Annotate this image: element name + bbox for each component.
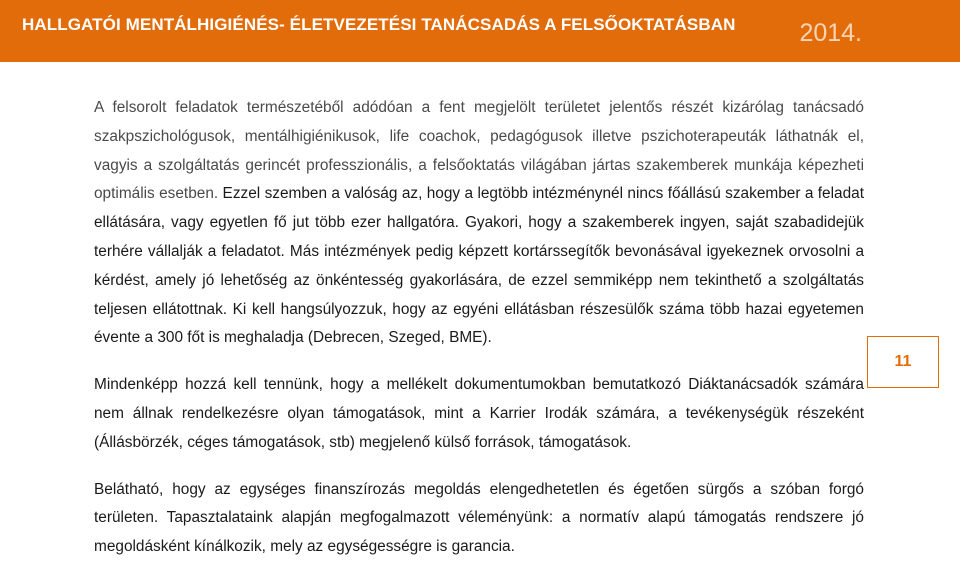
page-header	[0, 0, 960, 62]
page-number-box	[867, 336, 939, 388]
paragraph-2: Mindenképp hozzá kell tennünk, hogy a mellékelt dokumentumokban bemutatkozó Diáktanácsadók számára nem állnak rendelkezésre olyan támogatások, mint a Karrier Irodák számára, a tevékenységük részeként (Állásbörzék, céges támogatások, stb) megjelenő külső források, támogatások.	[94, 376, 864, 451]
paragraph-3: Belátható, hogy az egységes finanszírozás megoldás elengedhetetlen és égetően sürgős a szóban forgó területen. Tapasztalataink alapján megfogalmazott véleményünk: a normatív alapú támogatás rendszere jó megoldásként kínálkozik, mely az egységességre is garancia.	[94, 480, 864, 556]
header-year: 2014.	[799, 19, 862, 47]
document-body	[94, 94, 864, 562]
page-number: 11	[894, 353, 912, 370]
paragraph-1-part-1: A felsorolt feladatok természetéből adódóan a fent megjelölt területet jelentős részét kizárólag tanácsadó szakpszichológusok, mentálhigiénikusok, life coachok, pedagógusok illetve pszichoterapeuták láthatnák el, vagyis a szolgáltatás gerincét professzionális, a felsőoktatás világában jártas szakemberek munkája képezheti optimális esetben.	[94, 99, 864, 203]
header-title: HALLGATÓI MENTÁLHIGIÉNÉS- ÉLETVEZETÉSI TANÁCSADÁS A FELSŐOKTATÁSBAN	[22, 15, 736, 34]
paragraph-1-part-2: Ezzel szemben a valóság az, hogy a legtöbb intézménynél nincs főállású szakember a feladat ellátására, vagy egyetlen fő jut több ezer hallgatóra. Gyakori, hogy a szakemberek ingyen, saját szabadidejük terhére vállalják a feladatot. Más intézmények pedig képzett kortárssegítők bevonásával igyekeznek orvosolni a kérdést, amely jó lehetőség az önkéntesség gyakorlására, de ezzel semmiképp nem tekinthető a szolgáltatás teljesen ellátottnak. Ki kell hangsúlyozzuk, hogy az egyéni ellátásban részesülők száma több hazai egyetemen évente a 300 főt is meghaladja (Debrecen, Szeged, BME).	[94, 185, 864, 347]
paragraph-1	[94, 94, 864, 353]
